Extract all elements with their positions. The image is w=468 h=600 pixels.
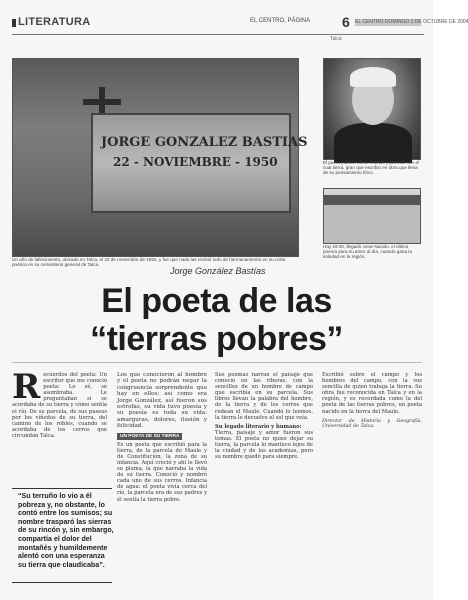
headline-line1: El poeta de las: [101, 282, 332, 320]
header-subhead: Talca: [330, 36, 342, 42]
cross-arm: [83, 99, 121, 105]
house-wall: [324, 205, 420, 243]
quote-top-rule: [12, 488, 112, 489]
column-3-subtitle: Su legado literario y humano:: [215, 423, 302, 430]
column-3-text: Sus poemas narran el paisaje que conoció en las riberas, con la sencillez de un hombre de campo que escribía en su parcela. Sus libros llevan la palabra del hombre, de la tierra y de los cerros que rodean el Maule. Cuando lo leemos, la tierra le devuelve el sol que veía.: [215, 372, 313, 421]
plaque-date: 22 - NOVIEMBRE - 1950: [113, 155, 278, 169]
portrait-coat: [334, 123, 412, 163]
issue-date: EL CENTRO DOMINGO 3 DE OCTUBRE DE 2004: [355, 19, 468, 25]
column-4-text: Escribió sobre el campo y los hombres del campo, con la voz sencilla de quien trabaja la tierra. Su obra fue reconocida en Talca y en la región, y es recordada como la del poeta de las tierras pobres, un poeta nacido en la tierra del Maule.: [322, 372, 422, 415]
portrait-caption: El poeta publicó obras íntimas y poesías con el cual tierra, gran que escribió en obra que llena de su pensamiento lírico.: [323, 160, 420, 175]
page-header: [12, 14, 468, 42]
article-column-4: [322, 372, 422, 596]
house-caption: Hay 19:40, llegado crear Nacido. el último poema para su amor al día, cuando gana la soledad en la región.: [323, 244, 412, 259]
page-number: 6: [342, 14, 350, 30]
article-column-1: [12, 367, 107, 482]
section-subtitle: UN POETA DE SU TIERRA: [117, 433, 182, 440]
portrait-photo: [323, 58, 421, 160]
section-marker-icon: [12, 19, 16, 27]
quote-bottom-rule: [12, 582, 112, 583]
author-footnote: Director de Historia y Geografía, Universidad de Talca.: [322, 418, 422, 430]
house-photo: [323, 188, 421, 244]
memorial-plaque: [91, 113, 308, 213]
column-2-text: Es un poeta que escribió para la tierra, de la parcela de Maule y de Constitución, la zona de su infancia. Aquí creció y ahí le llevó su pluma, la que narraba la vida de su tierra. Conoció y nombró cada uno de sus cerros. Infancia de agua: el poeta vivía cerca del río, la parcela era de sus padres y él sentía la tierra pobre.: [117, 441, 207, 503]
pull-quote: “Su terruño lo vio a él pobreza y, no obstante, lo contó entre los sumisos; su nombre trasparó las sierras de su rincón y, sin embargo, compartía el dolor del montañés y humildemente alentó con una esperanza su tierra que claudicaba”.: [18, 492, 114, 569]
article-column-3: [215, 372, 313, 596]
plaque-name: JORGE GONZALEZ BASTIAS: [101, 135, 308, 150]
newspaper-name: EL CENTRO, PÁGINA: [250, 18, 311, 24]
section-title: LITERATURA: [18, 16, 91, 28]
drop-cap: R: [12, 367, 41, 407]
divider: [12, 362, 422, 363]
portrait-hair: [350, 67, 396, 87]
house-roof: [324, 195, 420, 205]
byline: Jorge González Bastías: [170, 266, 266, 276]
article-column-2: [117, 372, 207, 596]
plaque-photo: [12, 58, 308, 257]
column-1-text: ecuerdos del poeta: Un escritor que me conoció poeta: Lo sé, se asombraba. Le preguntaban si se acordaba de su tierra y cómo sentía el río. De su parcela, de sus paseos por los viñedos de su tierra, del camino de los robles, cuando se acordaba de los cerros que circundan Talca.: [12, 372, 107, 439]
plaque-photo-caption: Un año de fallecimiento, ubicado en Talca, el 22 de noviembre de 1950, y fue que nada las recibió todo de hermanamiento en su corta poética en su cementerio general de Talca.: [12, 257, 286, 267]
headline-line2: “tierras pobres”: [90, 320, 343, 358]
article-lede: Los que conocieron al hombre y el poeta no podrán negar la congruencia sorprendente que hay en ellos; así como era Jorge González, así fueron sus estrofas, su vida tuvo poesía y su poesía es toda su vida: amarguras, dolores, ilusión y felicidad.: [117, 372, 207, 430]
column-3-text-2: Tierra, paisaje y amor fueron sus temas. El poeta no quiso dejar su tierra, la parcela lo mantuvo lejos de la ciudad y de las academias, pero su nombre quedó para siempre.: [215, 429, 313, 461]
